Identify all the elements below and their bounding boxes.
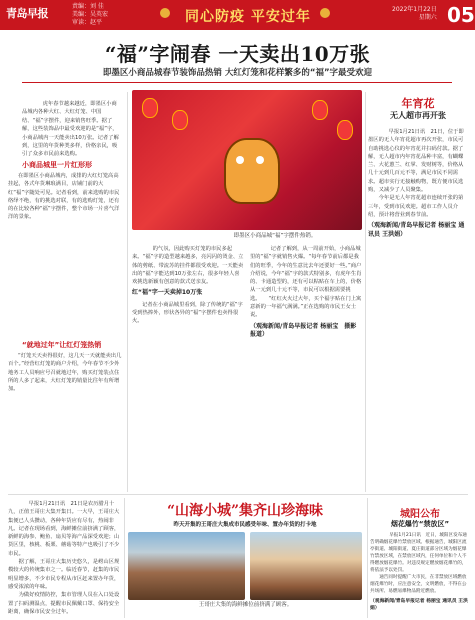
bottom-text: 早报1月21日讯 21日是农历腊月十九，正值王哥庄大集开集日。一大早，王哥庄大集便已人头攒动，各种年货应有尽有，热闹非凡。记者在现场看到，海鲜摊位前挤满了顾客，新鲜的海参、鲍鱼、扇贝等海产品深受欢迎；山货区里，核桃、板栗、蘑菇等特产也吸引了不少市民。 据了解，王哥庄大集历史悠久，是崂山区规模较大的传统集市之一。临近春节，赶集的市民明显增多，不少市民专程从市区赶来置办年货，感受浓浓的年味。 为做好疫情防控，集市管理人员在入口处设置了扫码测温点，提醒市民佩戴口罩、保持安全距离，确保市民安全过年。 [8, 501, 120, 615]
column-divider [365, 92, 366, 492]
designer-line: 美编：吴英宏 [72, 11, 109, 18]
divider [22, 82, 452, 83]
section-heading: 红“福”字一天卖掉10万张 [132, 289, 203, 297]
header-slogan: 同心防疫 平安过年 [185, 9, 311, 25]
box-byline: （观海新闻/青岛早报记者 杨丽宝 通讯员 王洪娟） [368, 222, 465, 238]
lantern-icon [337, 120, 353, 140]
issue-date [392, 6, 437, 22]
date-line: 2022年1月22日 [392, 6, 437, 13]
bottom-right-body [370, 532, 468, 615]
lantern-icon [312, 100, 328, 120]
main-headline: “福”字闹春 一天卖出10万张 [104, 42, 371, 66]
lead-text: 虎年春节越来越近，即墨区小商品城内各种大红、大红灯笼、中国结、“福”字摆件，迎来销售旺季。据了解，这些装饰品中最受欢迎的是“福”字，小商品城内一天能卖出10万张。记者了解到，这里的年货种类多样，价格亲民，吸引了众多市民前来选购。 [22, 101, 119, 158]
lantern-icon [172, 110, 188, 130]
box-headline: 年宵花 [401, 97, 435, 110]
lantern-icon [320, 8, 330, 18]
bottom-headline: “山海小城”集齐山珍海味 [166, 503, 324, 519]
bottom-right-headline: 城阳公布 [400, 509, 440, 520]
section-text: “灯笼天天卖得很好，这几天一天就能卖出几百个。”经营红灯笼的商户介绍，今年春节不少外地务工人员响应号召就地过年，购买灯笼装点住所的人多了起来，大红灯笼的销量比往年有所增加。 [8, 353, 122, 393]
newspaper-logo: 青岛早报 [6, 7, 48, 20]
page-number: 05 [447, 3, 475, 27]
section-text: 在即墨区小商品城内，成排的大红灯笼高高挂起，各式年货琳琅满目，店铺门前的大红“福”字随处可见。记者看到，前来选购的市民络绎不绝，有的挑选对联，有的选购灯笼，还有的在比较各种“福”字摆件，整个市场一片喜气洋洋的景象。 [8, 173, 120, 221]
section-heading: “就地过年”让红灯笼热销 [22, 341, 102, 349]
section-text: 记者在小商品城里看到，除了传统的“福”字受到热捧外，形状各异的“福”字摆件也卖得很火。 [132, 301, 243, 325]
mid-text: 的气氛，因此购买灯笼的市民多起来。“福”字的造型越来越多，亮闪闪的烫金、立体的剪纸、带流苏的挂件都很受欢迎。一天能卖出的“福”字能达到10万张左右，很多年轻人喜欢挑选新颖有创意的款式送亲友。 [132, 246, 244, 286]
box-body [368, 128, 468, 242]
box-text: 早报1月21日讯 21日，位于即墨区的无人年宵花超市再次开张，市民可自助挑选心仪的年宵花并扫码付款。据了解，无人超市内年宵花品种丰富，有蝴蝶兰、大花蕙兰、红掌、发财树等，价格从几十元到几百元不等，满足市民不同需求。超市实行无接触购物，既方便市民选购，又减少了人员聚集。 今年是无人年宵花超市连续开张的第三年，受到市民欢迎。超市工作人员介绍，预计将营业到春节前。 [368, 129, 464, 218]
bottom-photo-caption: 王哥庄大集的海鲜摊位前挤满了顾客。 [198, 602, 293, 608]
right-text: 记者了解到，从一周前开始，小商品城里的“福”字就销售火爆。“每年春节前后都是我们的旺季，今年的生意比去年还要好一些。”商户介绍说，今年“福”字的款式特别多，有虎年生肖的、卡通造型的，还有可以粘贴在车上的，价格从一元到几十元不等，市民可以根据需要挑选。 “红红火火过大年，买个福字贴在门上寓意新的一年福气满满。”正在选购的市民王女士说。 [250, 246, 362, 319]
column-divider [124, 498, 125, 618]
lantern-icon [160, 8, 170, 18]
editor-credits [72, 3, 108, 27]
tiger-figure [224, 138, 280, 204]
market-photo [250, 532, 362, 600]
bottom-right-text: 早报1月21日讯 近日，城阳区发布通告明确烟花爆竹禁放区域。根据通告，城阳区流亭街道、城阳街道、夏庄街道部分区域为烟花爆竹禁放区域，在禁放区域内，任何单位和个人不得燃放烟花爆竹。对违反规定燃放烟花爆竹的，将依法予以处罚。 通告同时提醒广大市民，在非禁放区域燃放烟花爆竹时，应注意安全，文明燃放，不得在公共场所、易燃易爆物品附近燃放。 [370, 533, 467, 594]
lantern-icon [142, 98, 158, 118]
market-photo [128, 532, 245, 600]
main-photo [132, 90, 362, 230]
bottom-left-text [8, 500, 123, 616]
divider [8, 494, 468, 495]
mid-column-text [132, 245, 244, 326]
main-subhead: 即墨区小商品城春节装饰品热销 大红灯笼和花样繁多的“福”字最受欢迎 [102, 68, 373, 78]
page-header [0, 0, 475, 30]
section-heading: 小商品城里一片红形形 [22, 161, 92, 169]
column-divider [127, 92, 128, 492]
weekday-line: 星期六 [418, 14, 437, 21]
article-byline: （观海新闻/青岛早报记者 杨丽宝 摄影报道） [250, 322, 357, 338]
main-photo-caption: 即墨区小商品城“福”字摆件热销。 [233, 233, 317, 239]
section-body [8, 352, 123, 393]
bottom-right-byline: （观海新闻/青岛早报记者 杨丽宝 通讯员 王洪娟） [370, 599, 468, 611]
lead-paragraph [22, 100, 122, 159]
box-subhead: 无人超市再开张 [390, 111, 446, 120]
reviewer-line: 审读：赵平 [72, 19, 103, 26]
section-body [8, 172, 123, 222]
bottom-right-subhead: 烟花爆竹“禁放区” [390, 520, 450, 528]
column-divider [367, 498, 368, 618]
bottom-subhead: 昨天开集的王哥庄大集成市民感受年味、置办年货的打卡地 [173, 522, 317, 528]
editor-line: 责编：刘 佳 [72, 3, 104, 10]
right-column-text [250, 245, 362, 342]
